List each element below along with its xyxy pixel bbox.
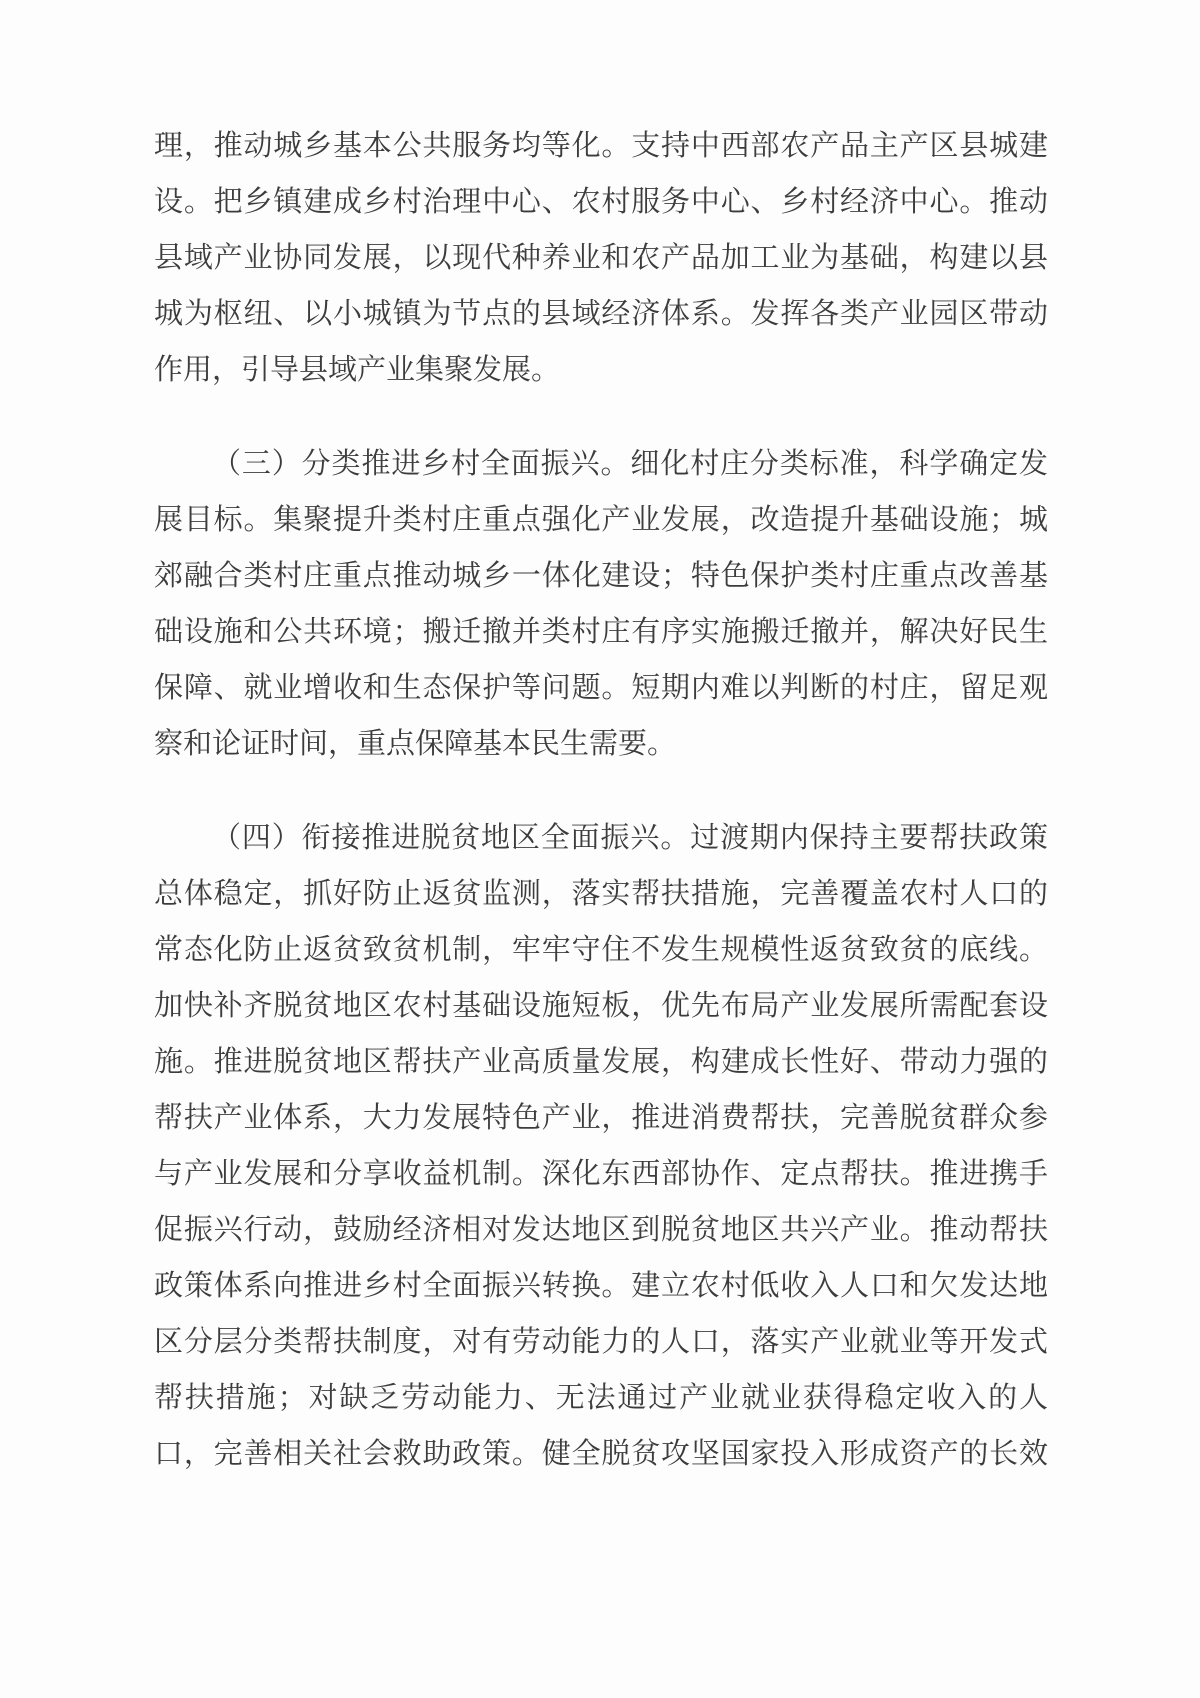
document-text-block (154, 117, 1048, 1481)
text-line: 促振兴行动，鼓励经济相对发达地区到脱贫地区共兴产业。推动帮扶 (154, 1212, 1048, 1246)
text-line: 与产业发展和分享收益机制。深化东西部协作、定点帮扶。推进携手 (154, 1156, 1048, 1190)
text-line: 政策体系向推进乡村全面振兴转换。建立农村低收入人口和欠发达地 (154, 1268, 1048, 1302)
text-line: 常态化防止返贫致贫机制，牢牢守住不发生规模性返贫致贫的底线。 (154, 932, 1048, 966)
text-line: 展目标。集聚提升类村庄重点强化产业发展，改造提升基础设施；城 (154, 502, 1048, 536)
text-line: 础设施和公共环境；搬迁撤并类村庄有序实施搬迁撤并，解决好民生 (154, 614, 1048, 648)
paragraph-continued (154, 117, 1048, 397)
paragraph-item-four (154, 809, 1048, 1481)
text-line: （三）分类推进乡村全面振兴。细化村庄分类标准，科学确定发 (212, 446, 1048, 480)
text-line: 县域产业协同发展，以现代种养业和农产品加工业为基础，构建以县 (154, 240, 1048, 274)
text-line: 城为枢纽、以小城镇为节点的县域经济体系。发挥各类产业园区带动 (154, 296, 1048, 330)
text-line: 区分层分类帮扶制度，对有劳动能力的人口，落实产业就业等开发式 (154, 1324, 1048, 1358)
text-line: 口，完善相关社会救助政策。健全脱贫攻坚国家投入形成资产的长效 (154, 1436, 1048, 1470)
text-line: （四）衔接推进脱贫地区全面振兴。过渡期内保持主要帮扶政策 (212, 820, 1048, 854)
text-line: 察和论证时间，重点保障基本民生需要。 (154, 726, 677, 760)
text-line: 帮扶措施；对缺乏劳动能力、无法通过产业就业获得稳定收入的人 (154, 1380, 1048, 1414)
text-line: 加快补齐脱贫地区农村基础设施短板，优先布局产业发展所需配套设 (154, 988, 1048, 1022)
text-line: 郊融合类村庄重点推动城乡一体化建设；特色保护类村庄重点改善基 (154, 558, 1048, 592)
text-line: 设。把乡镇建成乡村治理中心、农村服务中心、乡村经济中心。推动 (154, 184, 1048, 218)
text-line: 保障、就业增收和生态保护等问题。短期内难以判断的村庄，留足观 (154, 670, 1048, 704)
text-line: 理，推动城乡基本公共服务均等化。支持中西部农产品主产区县城建 (154, 128, 1048, 162)
text-line: 总体稳定，抓好防止返贫监测，落实帮扶措施，完善覆盖农村人口的 (154, 876, 1048, 910)
text-line: 作用，引导县域产业集聚发展。 (154, 352, 561, 386)
text-line: 施。推进脱贫地区帮扶产业高质量发展，构建成长性好、带动力强的 (154, 1044, 1048, 1078)
paragraph-item-three (154, 435, 1048, 771)
text-line: 帮扶产业体系，大力发展特色产业，推进消费帮扶，完善脱贫群众参 (154, 1100, 1048, 1134)
